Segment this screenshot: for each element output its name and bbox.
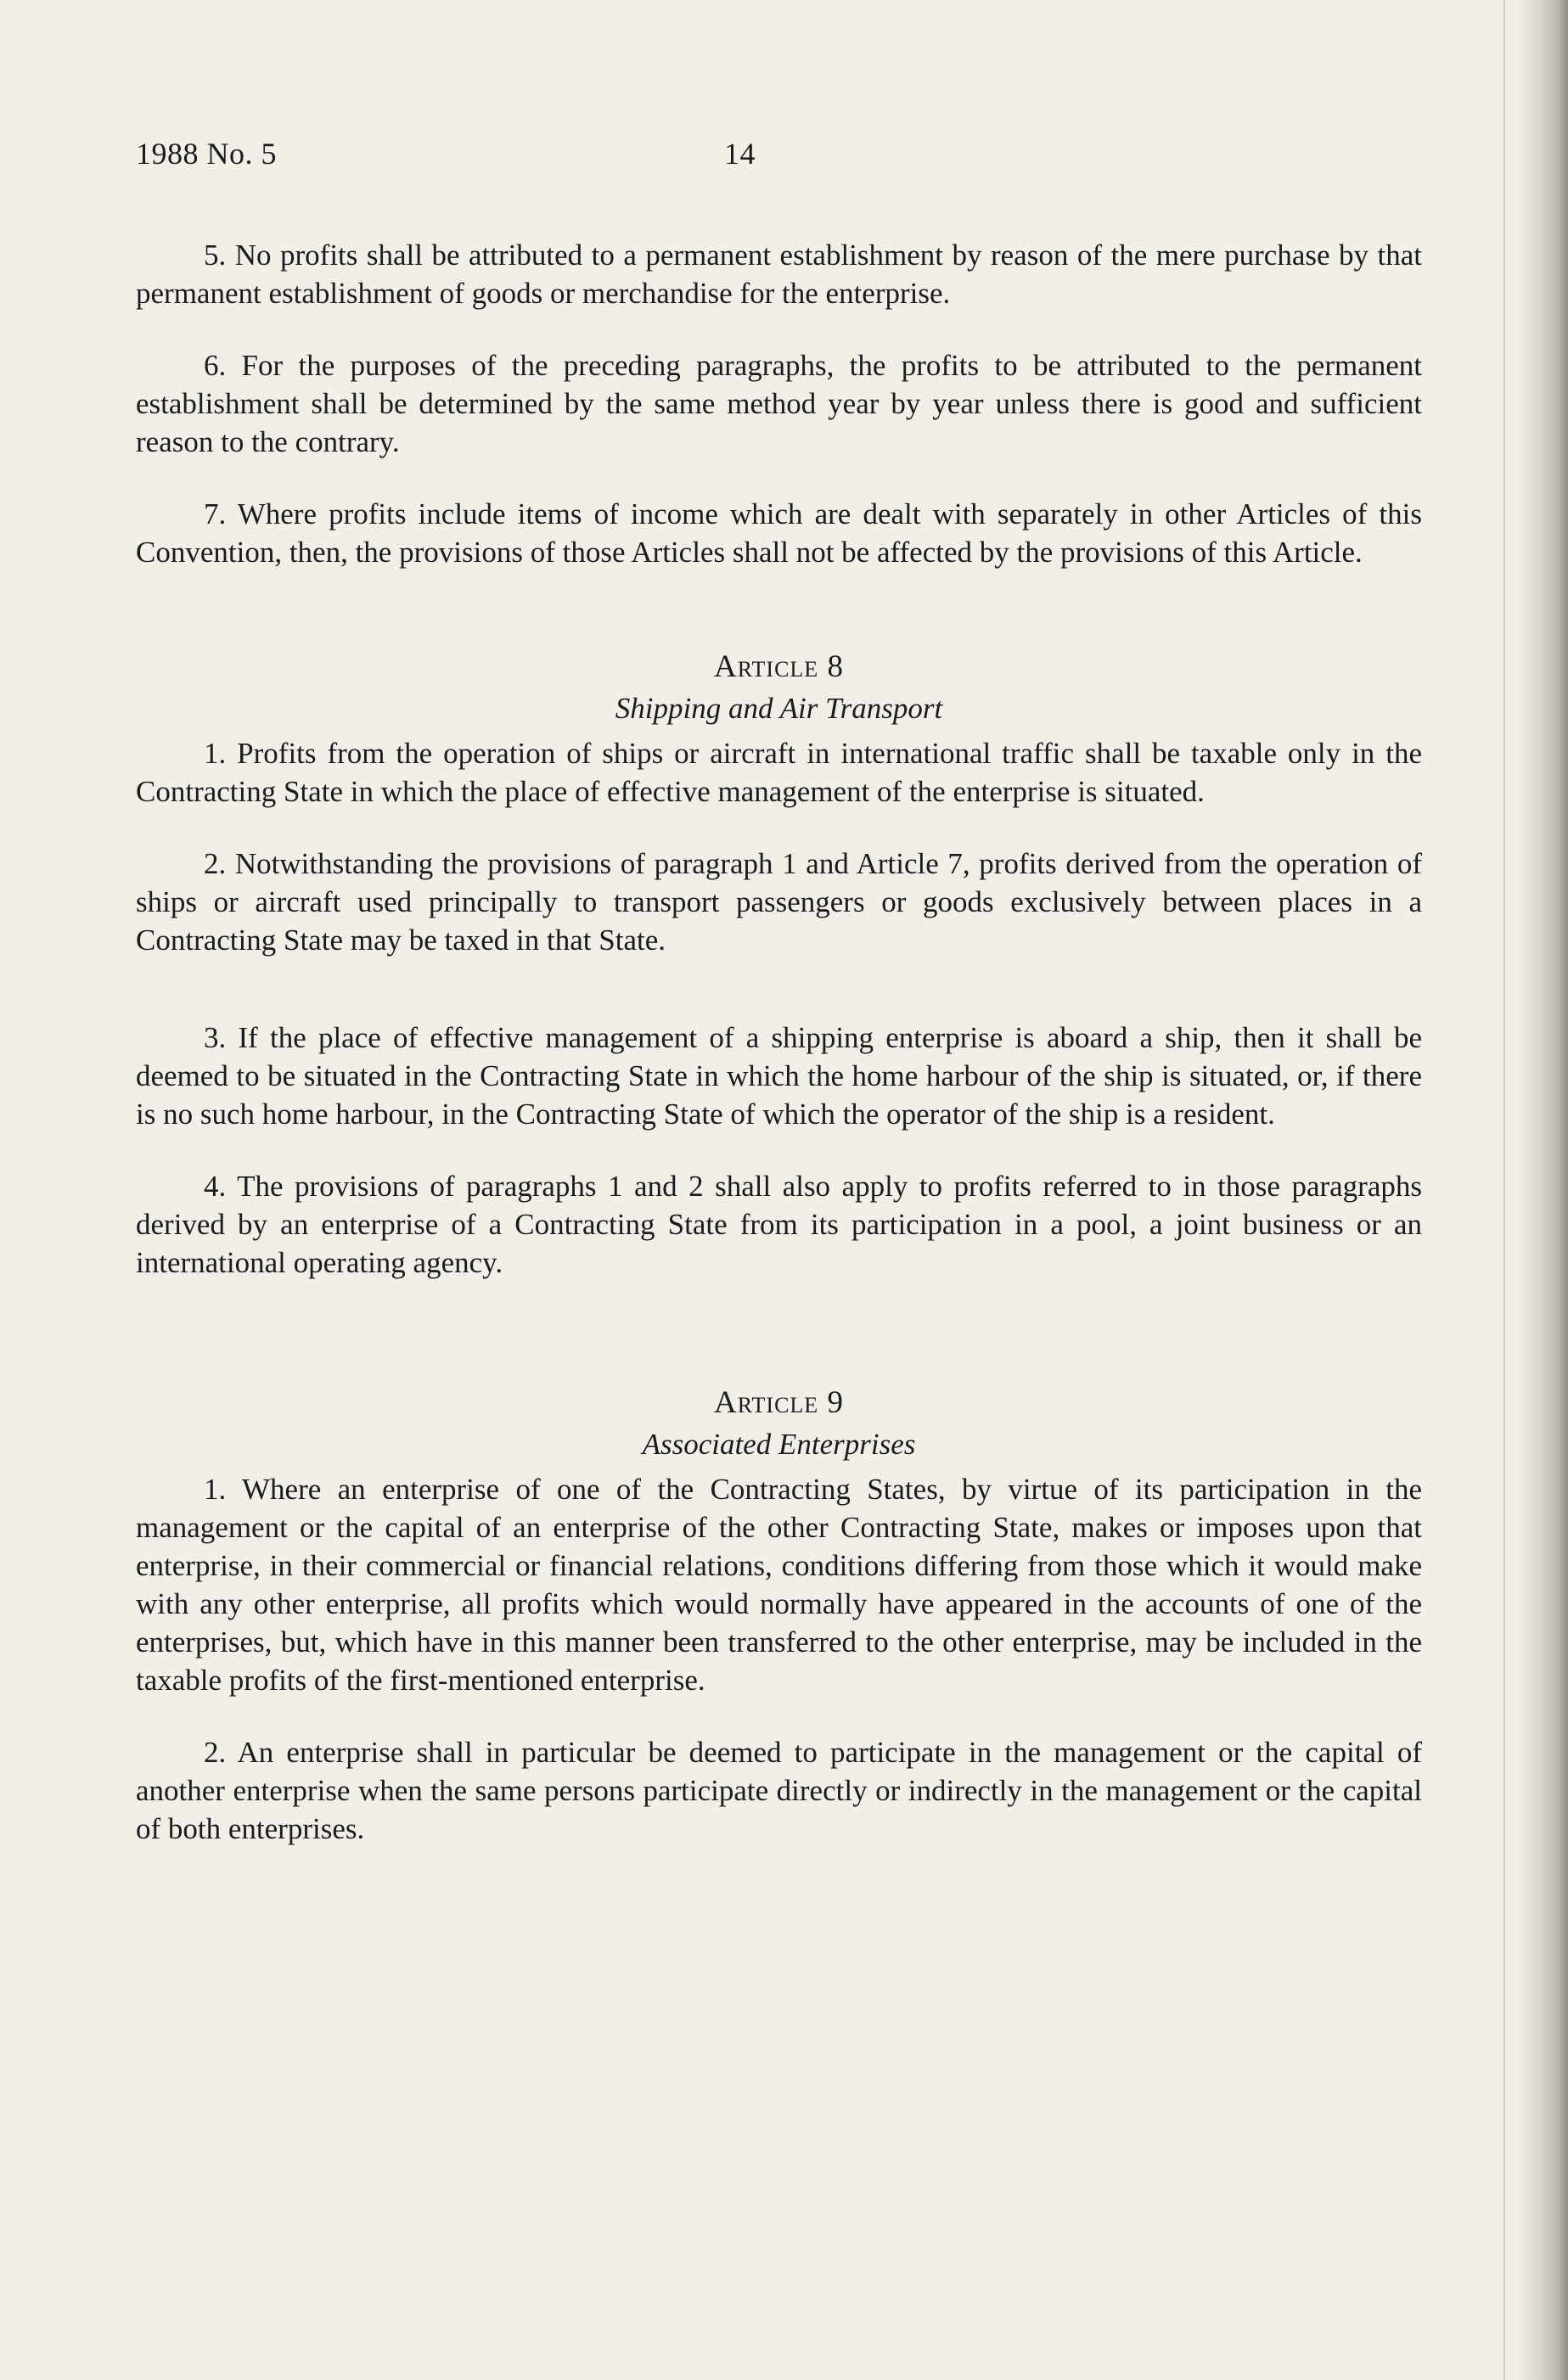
article8-paragraph-4: 4. The provisions of paragraphs 1 and 2 shall also apply to profits referred to in those paragraphs derived by an enterprise of a Contracting State from its participation in a pool, a joint business or an international operating agency.: [136, 1170, 1422, 1279]
article7-paragraph-7: 7. Where profits include items of income which are dealt with separately in other Articles of this Convention, then, the provisions of those Articles shall not be affected by the provisions of this Article.: [136, 497, 1422, 569]
page-number: 14: [724, 137, 756, 171]
article7-paragraph-5: 5. No profits shall be attributed to a permanent establishment by reason of the mere purchase by that permanent establishment of goods or merchandise for the enterprise.: [136, 239, 1422, 310]
article8-heading: Article 8: [714, 649, 844, 684]
article9-heading: Article 9: [714, 1385, 844, 1420]
article9-paragraph-2: 2. An enterprise shall in particular be deemed to participate in the management or the capital of another enterprise when the same persons participate directly or indirectly in the management or the capital of both enterprises.: [136, 1736, 1422, 1845]
article7-paragraph-6: 6. For the purposes of the preceding paragraphs, the profits to be attributed to the permanent establishment shall be determined by the same method year by year unless there is good and sufficient reason to the contrary.: [136, 349, 1422, 458]
article8-paragraph-1: 1. Profits from the operation of ships or aircraft in international traffic shall be taxable only in the Contracting State in which the place of effective management of the enterprise is situated.: [136, 737, 1422, 808]
document-body: [136, 236, 1422, 1848]
header-statute-reference: 1988 No. 5: [136, 137, 277, 171]
article8-paragraph-2: 2. Notwithstanding the provisions of paragraph 1 and Article 7, profits derived from the operation of ships or aircraft used principally to transport passengers or goods exclusively between places in a Contracting State may be taxed in that State.: [136, 847, 1422, 957]
article8-paragraph-3: 3. If the place of effective management of a shipping enterprise is aboard a ship, then it shall be deemed to be situated in the Contracting State in which the home harbour of the ship is situated, or, if there is no such home harbour, in the Contracting State of which the operator of the ship is a resident.: [136, 1021, 1422, 1131]
binding-shadow: [1519, 0, 1568, 2380]
page-edge-line: [1503, 0, 1505, 2380]
page-header: [136, 136, 1426, 178]
article8-title: Shipping and Air Transport: [615, 692, 943, 725]
article9-title: Associated Enterprises: [642, 1428, 916, 1461]
article9-paragraph-1: 1. Where an enterprise of one of the Contracting States, by virtue of its participation in the management or the capital of an enterprise of the other Contracting State, makes or imposes upon that enterprise, in their commercial or financial relations, conditions differing from those which it would make with any other enterprise, all profits which would normally have appeared in the accounts of one of the enterprises, but, which have in this manner been transferred to the other enterprise, may be included in the taxable profits of the first-mentioned enterprise.: [136, 1473, 1422, 1697]
